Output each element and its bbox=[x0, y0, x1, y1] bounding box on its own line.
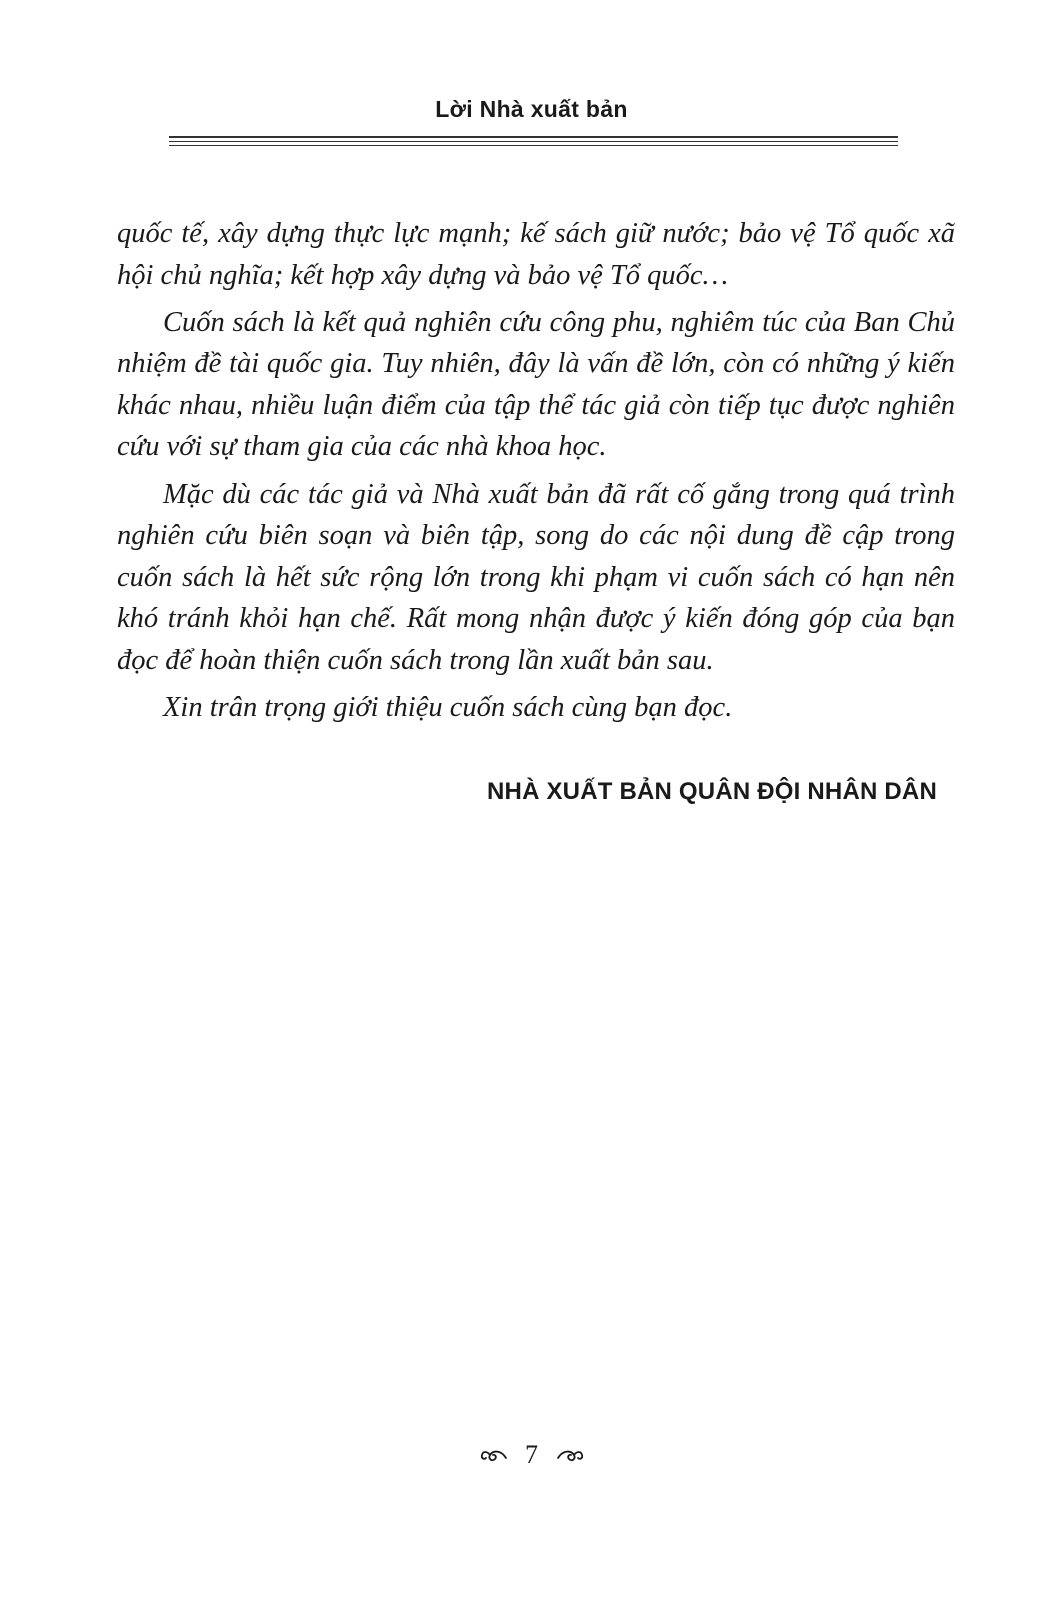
header-rule-thick bbox=[169, 136, 898, 138]
page-number: 7 bbox=[525, 1440, 538, 1470]
page-footer bbox=[0, 1438, 1063, 1470]
paragraph: Mặc dù các tác giả và Nhà xuất bản đã rất cố gắng trong quá trình nghiên cứu biên soạn và biên tập, song do các nội dung đề cập trong cuốn sách là hết sức rộng lớn trong khi phạm vi cuốn sách có hạn nên khó tránh khỏi hạn chế. Rất mong nhận được ý kiến đóng góp của bạn đọc để hoàn thiện cuốn sách trong lần xuất bản sau. bbox=[117, 478, 955, 676]
header-rule-thin-lower bbox=[169, 145, 898, 146]
publisher-signature: NHÀ XUẤT BẢN QUÂN ĐỘI NHÂN DÂN bbox=[487, 778, 937, 805]
paragraph: Xin trân trọng giới thiệu cuốn sách cùng bạn đọc. bbox=[163, 692, 733, 724]
body-text bbox=[117, 213, 955, 734]
paragraph: quốc tế, xây dựng thực lực mạnh; kế sách giữ nước; bảo vệ Tổ quốc xã hội chủ nghĩa; kết hợp xây dựng và bảo vệ Tổ quốc… bbox=[117, 218, 955, 291]
paragraph: Cuốn sách là kết quả nghiên cứu công phu, nghiêm túc của Ban Chủ nhiệm đề tài quốc gia. Tuy nhiên, đây là vấn đề lớn, còn có những ý kiến khác nhau, nhiều luận điểm của tập thể tác giả còn tiếp tục được nghiên cứu với sự tham gia của các nhà khoa học. bbox=[117, 306, 955, 463]
running-header-title: Lời Nhà xuất bản bbox=[435, 96, 628, 122]
fleuron-left-icon bbox=[479, 1446, 509, 1464]
header-rule-thin bbox=[169, 141, 898, 142]
fleuron-right-icon bbox=[555, 1446, 585, 1464]
